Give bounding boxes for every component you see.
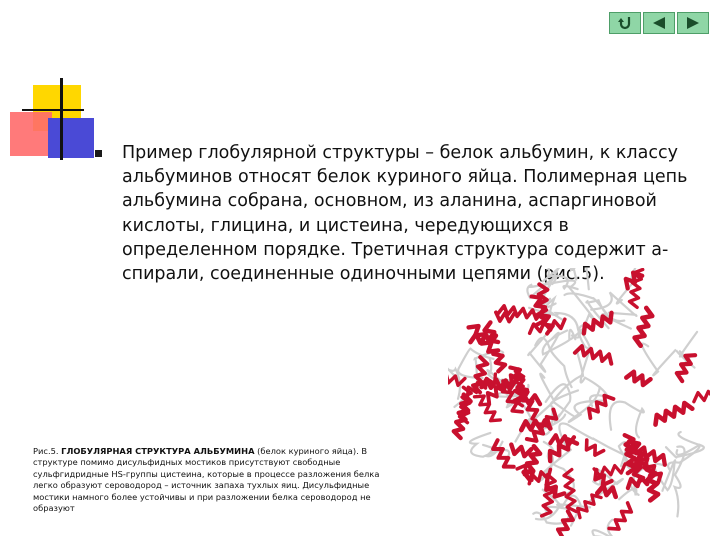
return-button[interactable]	[609, 12, 641, 34]
coil-strand	[610, 402, 644, 438]
alpha-helix	[677, 355, 695, 381]
alpha-helix	[694, 389, 710, 402]
decor-red-square	[10, 112, 52, 156]
alpha-helix	[656, 403, 693, 425]
coil-strand	[571, 268, 589, 289]
bullet-marker	[95, 150, 102, 157]
previous-slide-button[interactable]	[643, 12, 675, 34]
decor-vertical-line	[60, 78, 63, 160]
triangle-right-icon	[685, 16, 701, 30]
alpha-helix	[635, 308, 653, 346]
triangle-left-icon	[651, 16, 667, 30]
albumin-structure-image	[448, 268, 710, 536]
figure-caption	[33, 446, 403, 514]
caption-text: (белок куриного яйца). В структуре помимо дисульфидных мостиков присутствуют свободные сульфгидридные HS-группы цистеина, которые в процессе разложения белка легко образуют сероводород – источник запаха тухлых яиц. Дисульфидные мостики намного более устойчивы и при разложении белка сероводород не образуют	[33, 446, 380, 514]
alpha-helix	[626, 372, 650, 385]
decor-horizontal-line	[22, 109, 84, 111]
alpha-helix	[498, 306, 542, 319]
decor-blue-square	[48, 118, 94, 158]
main-paragraph: Пример глобулярной структуры – белок альбумин, к классу альбуминов относят белок куриного яйца. Полимерная цепь альбумина собрана, основном, из аланина, аспаргиновой кислоты, глицина, и цистеина, чередующихся в определенном порядке. Третичная структура содержит а-спирали, соединенные одиночными цепями (рис.5).	[122, 143, 688, 285]
coil-strand	[540, 352, 583, 400]
next-slide-button[interactable]	[677, 12, 709, 34]
coil-strand	[448, 351, 460, 399]
caption-prefix: Рис.5.	[33, 446, 62, 456]
alpha-helix	[609, 503, 631, 529]
alpha-helix	[493, 354, 505, 371]
return-icon	[617, 16, 633, 30]
caption-title: ГЛОБУЛЯРНАЯ СТРУКТУРА АЛЬБУМИНА	[61, 446, 255, 456]
